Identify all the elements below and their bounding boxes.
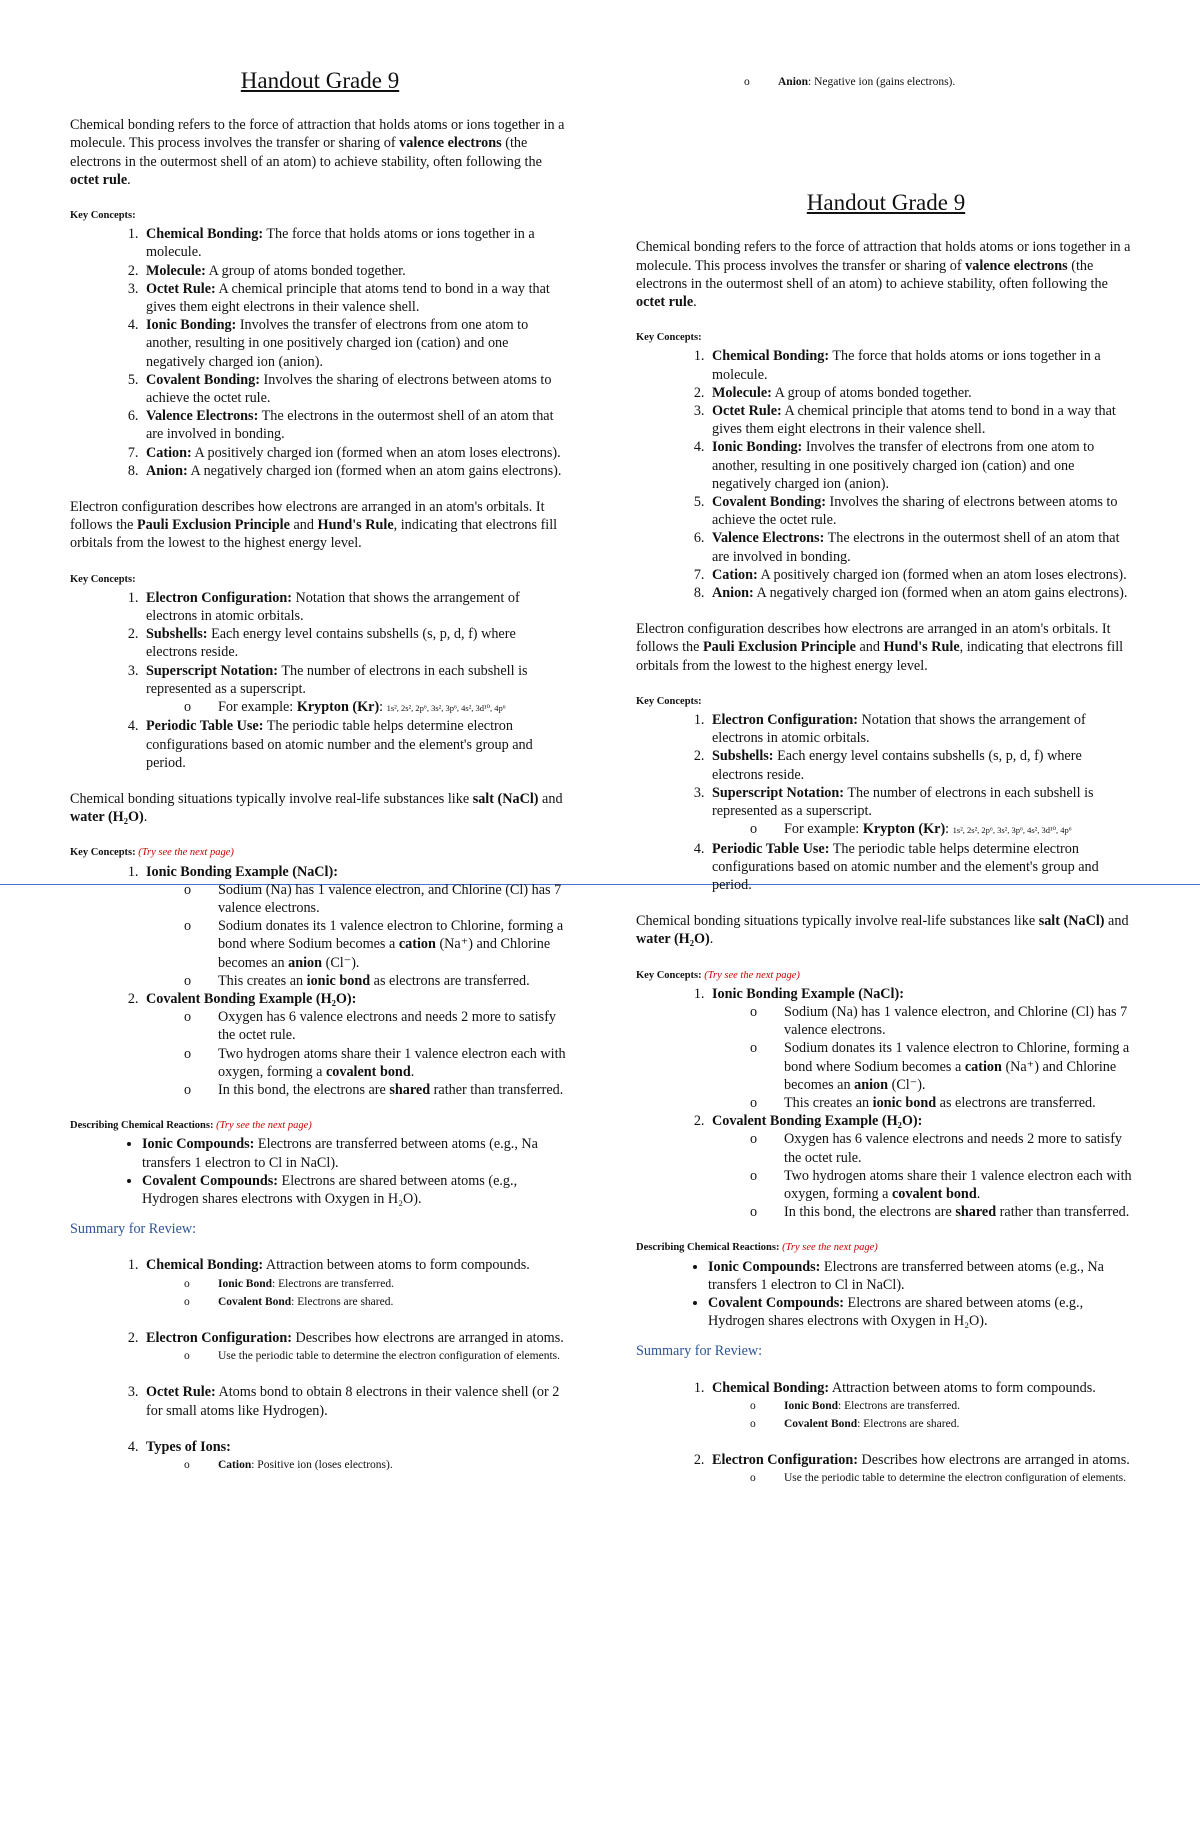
handout-column-right — [636, 0, 1136, 1488]
list-item: o Sodium (Na) has 1 valence electron, and Chlorine (Cl) has 7 valence electrons. — [750, 1003, 1136, 1039]
key-concepts-label: Key Concepts: (Try see the next page) — [70, 847, 234, 859]
list-item: o Covalent Bond: Electrons are shared. — [184, 1293, 570, 1311]
handout-title: Handout Grade 9 — [240, 68, 400, 93]
list-item: • Ionic Compounds: Electrons are transferred between atoms (e.g., Na transfers 1 electron to Cl in NaCl). — [142, 1135, 570, 1171]
intro-paragraph: Chemical bonding refers to the force of attraction that holds atoms or ions together in a molecule. This process involves the transfer or sharing of valence electrons (the electrons in the outermost shell of an atom) to achieve stability, often following the octet rule. — [636, 239, 1131, 311]
handout-column-left — [70, 0, 570, 1474]
list-item: o Oxygen has 6 valence electrons and needs 2 more to satisfy the octet rule. — [750, 1130, 1136, 1166]
electron-config-paragraph: Electron configuration describes how electrons are arranged in an atom's orbitals. It follows the Pauli Exclusion Principle and Hund's Rule, indicating that electrons fill orbitals from the lowest to the highest energy level. — [70, 499, 558, 552]
list-item: 4. Ionic Bonding: Involves the transfer of electrons from one atom to another, resulting in one positively charged ion (cation) and one negatively charged ion (anion). — [708, 438, 1136, 493]
summary-heading: Summary for Review: — [70, 1221, 197, 1238]
list-item: o Covalent Bond: Electrons are shared. — [750, 1415, 1136, 1433]
examples-list — [636, 985, 1136, 1222]
list-item: 8. Anion: A negatively charged ion (formed when an atom gains electrons). — [142, 462, 570, 480]
list-item: 2. Covalent Bonding Example (H₂O): o Oxygen has 6 valence electrons and needs 2 more to satisfy the octet rule. o Two hydrogen atoms share their 1 valence electron each with oxygen, forming a covalent bond. o In this bond, the electrons are shared rather than transferred. — [142, 990, 570, 1099]
list-item: 3. Octet Rule: A chemical principle that atoms tend to bond in a way that gives them eight electrons in their valence shell. — [708, 402, 1136, 438]
summary-list — [636, 1379, 1136, 1488]
key-concepts-label: Key Concepts: — [70, 210, 136, 222]
list-item: 3. Octet Rule: A chemical principle that atoms tend to bond in a way that gives them eight electrons in their valence shell. — [142, 280, 570, 316]
summary-list — [70, 1256, 570, 1474]
handout-title: Handout Grade 9 — [806, 190, 966, 216]
list-item: 4. Periodic Table Use: The periodic table helps determine electron configurations based on atomic number and the element's group and period. — [708, 840, 1136, 895]
list-item: o Two hydrogen atoms share their 1 valence electron each with oxygen, forming a covalent bond. — [750, 1167, 1136, 1203]
list-item: o Sodium (Na) has 1 valence electron, and Chlorine (Cl) has 7 valence electrons. — [184, 881, 570, 917]
list-item: 2. Molecule: A group of atoms bonded together. — [708, 384, 1136, 402]
reactions-list — [636, 1258, 1136, 1331]
list-item: • Covalent Compounds: Electrons are shared between atoms (e.g., Hydrogen shares electrons with Oxygen in H₂O). — [708, 1294, 1136, 1330]
electron-concepts-list — [70, 589, 570, 772]
list-item: 1. Chemical Bonding: The force that holds atoms or ions together in a molecule. — [142, 225, 570, 261]
list-item: • Ionic Compounds: Electrons are transferred between atoms (e.g., Na transfers 1 electron to Cl in NaCl). — [708, 1258, 1136, 1294]
examples-list — [70, 863, 570, 1100]
summary-heading: Summary for Review: — [636, 1343, 763, 1360]
list-item: 7. Cation: A positively charged ion (formed when an atom loses electrons). — [142, 444, 570, 462]
list-item: 1. Chemical Bonding: Attraction between atoms to form compounds. o Ionic Bond: Electrons are transferred. o Covalent Bond: Electrons are shared. — [708, 1379, 1136, 1452]
describing-reactions-label: Describing Chemical Reactions: (Try see the next page) — [70, 1120, 312, 1132]
list-item: o In this bond, the electrons are shared rather than transferred. — [750, 1203, 1136, 1221]
list-item: o Sodium donates its 1 valence electron to Chlorine, forming a bond where Sodium becomes a cation (Na⁺) and Chlorine becomes an anion (Cl⁻). — [184, 917, 570, 972]
situations-paragraph: Chemical bonding situations typically involve real-life substances like salt (NaCl) and water (H₂O). — [636, 913, 1129, 948]
reactions-list — [70, 1135, 570, 1208]
list-item: 2. Electron Configuration: Describes how electrons are arranged in atoms. o Use the periodic table to determine the electron configuration of elements. — [142, 1329, 570, 1383]
list-item: o Ionic Bond: Electrons are transferred. — [184, 1275, 570, 1293]
list-item: 7. Cation: A positively charged ion (formed when an atom loses electrons). — [708, 566, 1136, 584]
list-item: 1. Electron Configuration: Notation that shows the arrangement of electrons in atomic orbitals. — [708, 711, 1136, 747]
list-item: 2. Subshells: Each energy level contains subshells (s, p, d, f) where electrons reside. — [142, 625, 570, 661]
intro-paragraph: Chemical bonding refers to the force of attraction that holds atoms or ions together in a molecule. This process involves the transfer or sharing of valence electrons (the electrons in the outermost shell of an atom) to achieve stability, often following the octet rule. — [70, 117, 565, 188]
list-item: 1. Ionic Bonding Example (NaCl): o Sodium (Na) has 1 valence electron, and Chlorine (Cl) has 7 valence electrons. o Sodium donates its 1 valence electron to Chlorine, forming a bond where Sodium becomes a cation (Na⁺) and Chlorine becomes an anion (Cl⁻). o This creates an ionic bond as electrons are transferred. — [708, 985, 1136, 1112]
list-item: 5. Covalent Bonding: Involves the sharing of electrons between atoms to achieve the octet rule. — [142, 371, 570, 407]
anion-continuation — [636, 73, 1136, 91]
list-item: 4. Periodic Table Use: The periodic table helps determine electron configurations based on atomic number and the element's group and period. — [142, 717, 570, 772]
list-item: 1. Electron Configuration: Notation that shows the arrangement of electrons in atomic orbitals. — [142, 589, 570, 625]
bonding-concepts-list — [636, 347, 1136, 602]
list-item: o This creates an ionic bond as electrons are transferred. — [184, 972, 570, 990]
describing-reactions-label: Describing Chemical Reactions: (Try see the next page) — [636, 1242, 878, 1254]
list-item: o Anion: Negative ion (gains electrons). — [744, 73, 1136, 91]
list-item: 5. Covalent Bonding: Involves the sharing of electrons between atoms to achieve the octet rule. — [708, 493, 1136, 529]
list-item: 1. Chemical Bonding: Attraction between atoms to form compounds. o Ionic Bond: Electrons are transferred. o Covalent Bond: Electrons are shared. — [142, 1256, 570, 1329]
list-item: • Covalent Compounds: Electrons are shared between atoms (e.g., Hydrogen shares electrons with Oxygen in H₂O). — [142, 1172, 570, 1208]
list-item: 8. Anion: A negatively charged ion (formed when an atom gains electrons). — [708, 584, 1136, 602]
list-item: 3. Octet Rule: Atoms bond to obtain 8 electrons in their valence shell (or 2 for small atoms like Hydrogen). — [142, 1383, 570, 1437]
list-item: o This creates an ionic bond as electrons are transferred. — [750, 1094, 1136, 1112]
situations-paragraph: Chemical bonding situations typically involve real-life substances like salt (NaCl) and water (H₂O). — [70, 790, 563, 826]
list-item: 2. Electron Configuration: Describes how electrons are arranged in atoms. o Use the periodic table to determine the electron configuration of elements. — [708, 1451, 1136, 1487]
electron-config-paragraph: Electron configuration describes how electrons are arranged in an atom's orbitals. It follows the Pauli Exclusion Principle and Hund's Rule, indicating that electrons fill orbitals from the lowest to the highest energy level. — [636, 621, 1124, 674]
list-item: o Cation: Positive ion (loses electrons). — [184, 1456, 570, 1474]
list-item: 2. Covalent Bonding Example (H₂O): o Oxygen has 6 valence electrons and needs 2 more to satisfy the octet rule. o Two hydrogen atoms share their 1 valence electron each with oxygen, forming a covalent bond. o In this bond, the electrons are shared rather than transferred. — [708, 1112, 1136, 1221]
list-item: o Use the periodic table to determine the electron configuration of elements. — [184, 1347, 570, 1365]
list-item: 3. Superscript Notation: The number of electrons in each subshell is represented as a superscript. o For example: Krypton (Kr): 1s², 2s², 2p⁶, 3s², 3p⁶, 4s², 3d¹⁰, 4p⁶ — [708, 784, 1136, 840]
list-item: 2. Subshells: Each energy level contains subshells (s, p, d, f) where electrons reside. — [708, 747, 1136, 783]
list-item: 3. Superscript Notation: The number of electrons in each subshell is represented as a superscript. o For example: Krypton (Kr): 1s², 2s², 2p⁶, 3s², 3p⁶, 4s², 3d¹⁰, 4p⁶ — [142, 662, 570, 718]
key-concepts-label: Key Concepts: — [70, 573, 136, 585]
list-item: o Ionic Bond: Electrons are transferred. — [750, 1397, 1136, 1415]
list-item: o In this bond, the electrons are shared rather than transferred. — [184, 1081, 570, 1099]
list-item: o Oxygen has 6 valence electrons and needs 2 more to satisfy the octet rule. — [184, 1008, 570, 1044]
list-item: o Sodium donates its 1 valence electron to Chlorine, forming a bond where Sodium becomes a cation (Na⁺) and Chlorine becomes an anion (Cl⁻). — [750, 1039, 1136, 1094]
key-concepts-label: Key Concepts: — [636, 332, 702, 344]
bonding-concepts-list — [70, 225, 570, 480]
list-item: 1. Chemical Bonding: The force that holds atoms or ions together in a molecule. — [708, 347, 1136, 383]
list-item: o Two hydrogen atoms share their 1 valence electron each with oxygen, forming a covalent bond. — [184, 1045, 570, 1081]
list-item: 6. Valence Electrons: The electrons in the outermost shell of an atom that are involved in bonding. — [142, 407, 570, 443]
list-item: 6. Valence Electrons: The electrons in the outermost shell of an atom that are involved in bonding. — [708, 529, 1136, 565]
key-concepts-label: Key Concepts: — [636, 695, 702, 707]
list-item: 1. Ionic Bonding Example (NaCl): o Sodium (Na) has 1 valence electron, and Chlorine (Cl) has 7 valence electrons. o Sodium donates its 1 valence electron to Chlorine, forming a bond where Sodium becomes a cation (Na⁺) and Chlorine becomes an anion (Cl⁻). o This creates an ionic bond as electrons are transferred. — [142, 863, 570, 990]
electron-concepts-list — [636, 711, 1136, 894]
key-concepts-label: Key Concepts: (Try see the next page) — [636, 969, 800, 981]
list-item: o Use the periodic table to determine the electron configuration of elements. — [750, 1469, 1136, 1487]
list-item: o For example: Krypton (Kr): 1s², 2s², 2p⁶, 3s², 3p⁶, 4s², 3d¹⁰, 4p⁶ — [184, 698, 570, 717]
list-item: 2. Molecule: A group of atoms bonded together. — [142, 262, 570, 280]
list-item: o For example: Krypton (Kr): 1s², 2s², 2p⁶, 3s², 3p⁶, 4s², 3d¹⁰, 4p⁶ — [750, 820, 1136, 839]
list-item: 4. Ionic Bonding: Involves the transfer of electrons from one atom to another, resulting in one positively charged ion (cation) and one negatively charged ion (anion). — [142, 316, 570, 371]
list-item: 4. Types of Ions: o Cation: Positive ion (loses electrons). — [142, 1438, 570, 1474]
